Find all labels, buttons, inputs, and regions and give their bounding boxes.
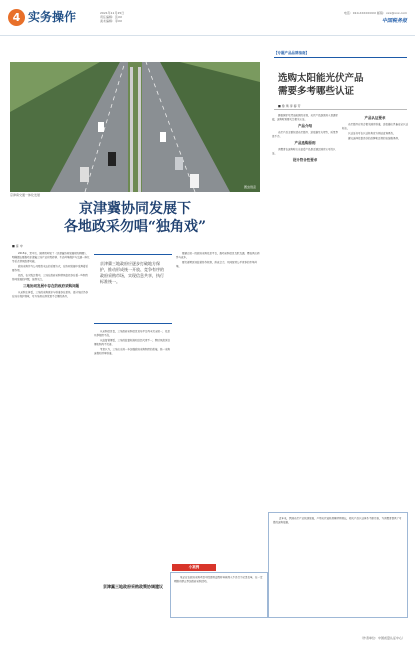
photo-credit: 图虫创意 xyxy=(243,185,256,189)
bottom-box xyxy=(170,572,268,618)
photo-caption: 京津冀交通一体化发展 xyxy=(10,193,41,197)
lead-column-2 xyxy=(94,330,172,560)
right-subheading-principles: 产品选购原则 xyxy=(294,141,316,145)
lead-column-3 xyxy=(176,252,260,552)
lead-col1-para: 然而，在实践过程中，三地在政府采购领域依然存在着一些制约协同发展的问题，值得关注。 xyxy=(12,274,89,281)
lead-headline xyxy=(10,200,260,236)
right-col2-para: 光伏组件应符合相关国家标准，逆变器应具备安全认证标志。 xyxy=(342,123,408,130)
right-subheading-cert: 产品认证要求 xyxy=(364,116,386,120)
right-subheading-intro: 产品介绍 xyxy=(298,124,312,128)
header-meta-right xyxy=(344,11,407,15)
lead-col2-para: 笔者认为，三地应当进一步加强政府采购制度的衔接，统一采购流程和评审标准。 xyxy=(94,348,171,355)
right-col1-para: 光伏产品主要包括光伏组件、逆变器及支架等，质量参差不齐。 xyxy=(272,131,338,138)
right-info-box-text: 近年来，我国光伏产业快速发展，户用光伏装机规模持续增长，相关产品认证体系不断完善，为消费者提供了可靠的选购依据。 xyxy=(273,517,402,524)
right-article-rule xyxy=(274,57,407,58)
newspaper-brand-logo: 中国税务报 xyxy=(381,18,407,24)
lead-col1-para: 政府采购作为公共财政支出的重要方式，在协同发展中发挥着重要作用。 xyxy=(12,265,89,272)
right-column-2 xyxy=(342,114,408,509)
lead-byline: ■ 彦 中 xyxy=(12,244,23,248)
lead-col2-para: 从采购信息看，三地政府采购信息发布平台尚未完全统一，信息共享程度不高。 xyxy=(94,330,171,337)
right-info-box xyxy=(268,512,408,618)
page-header xyxy=(0,0,415,36)
highway-illustration xyxy=(10,62,260,192)
right-article-headline xyxy=(278,72,403,98)
right-info-box-text-wrap xyxy=(273,517,403,613)
lead-col3-para: 要完善跨区域监管协作机制，形成合力，共同营造公平竞争的市场环境。 xyxy=(176,261,258,268)
lead-headline-line2: 各地政采勿唱“独角戏” xyxy=(63,219,207,235)
footer-note: （作者单位：中国质量认证中心） xyxy=(359,636,405,640)
lead-headline-line1: 京津冀协同发展下 xyxy=(79,201,191,217)
right-subheading-design: 设计符合性要求 xyxy=(292,158,318,162)
right-col2-para: 建议选择信誉良好的品牌和正规的安装服务商。 xyxy=(348,137,401,140)
lead-col1-para: 从采购主体看，三地的采购需求与标准存在差异，部分地区仍存在地方保护现象，对外地供应商设置不合理的条件。 xyxy=(12,291,89,298)
header-phone: 电话：010-XXXXXXXX xyxy=(343,11,377,15)
header-email: 邮箱：xxx@xxx.com xyxy=(376,11,407,15)
bottom-box-tag: 小案例 xyxy=(172,564,216,571)
lead-col2-para: 从监督管理看，三地的监督标准和处罚尺度不一，跨区域投诉处理机制尚不完善。 xyxy=(94,339,171,346)
right-col1-para: 消费者在选购时应当查看产品是否通过国家认可的认证。 xyxy=(272,148,336,155)
page-number-badge: 4 xyxy=(8,9,25,26)
header-art-editor: 美术编辑：李XX xyxy=(100,19,123,23)
right-article-tag: 【专题产品品牌指南】 xyxy=(274,51,309,55)
right-headline-line1: 选购太阳能光伏产品 xyxy=(278,73,364,84)
header-date: 2021年11月25日 xyxy=(100,11,125,15)
lead-subheading-1: 三地协同发展中存在的政府采购问题 xyxy=(23,284,79,288)
right-col1-para: 随着国家对清洁能源的重视，光伏产品逐渐进入普通家庭，选购时需要关注相关认证。 xyxy=(272,114,338,121)
lead-col3-para: 要建立统一的政府采购信息平台，推动采购信息互联互通，降低供应商参与成本。 xyxy=(176,252,260,259)
lead-subheading-2: 京津冀三地政府采购政策协调建议 xyxy=(103,584,163,589)
section-title: 实务操作 xyxy=(28,10,77,24)
pull-quote: 京津冀三地政府应逐步打破地方保护，推动形成统一开放、竞争有序的政府采购市场，实现信息共享，执行标准统一。 xyxy=(94,254,172,324)
header-editor: 责任编辑：张XX xyxy=(100,15,123,19)
lead-column-1 xyxy=(12,252,90,636)
lead-col1-para: 2015年，党中央、国务院印发了《京津冀协同发展规划纲要》，明确提出要推动京津冀三地产业升级转移、生态环境保护与交通一体化等重点领域取得突破。 xyxy=(12,252,90,263)
right-column-1 xyxy=(272,114,338,509)
right-col2-para: 认证证书可在认证机构官方网站查询真伪。 xyxy=(348,132,396,135)
right-headline-line2: 需要多考哪些认证 xyxy=(278,86,355,97)
bottom-box-text: 某企业在政府采购项目中因提供虚假材料被列入不良行为记录名单，在一定期限内禁止参加政府采购活动。 xyxy=(174,576,263,583)
bottom-box-text-wrap xyxy=(174,576,264,616)
right-article-divider xyxy=(274,109,407,110)
right-article-byline: ■ 徐 琦 李 春 芳 xyxy=(278,104,301,108)
header-meta-left xyxy=(100,11,124,23)
highway-photo xyxy=(10,62,260,192)
